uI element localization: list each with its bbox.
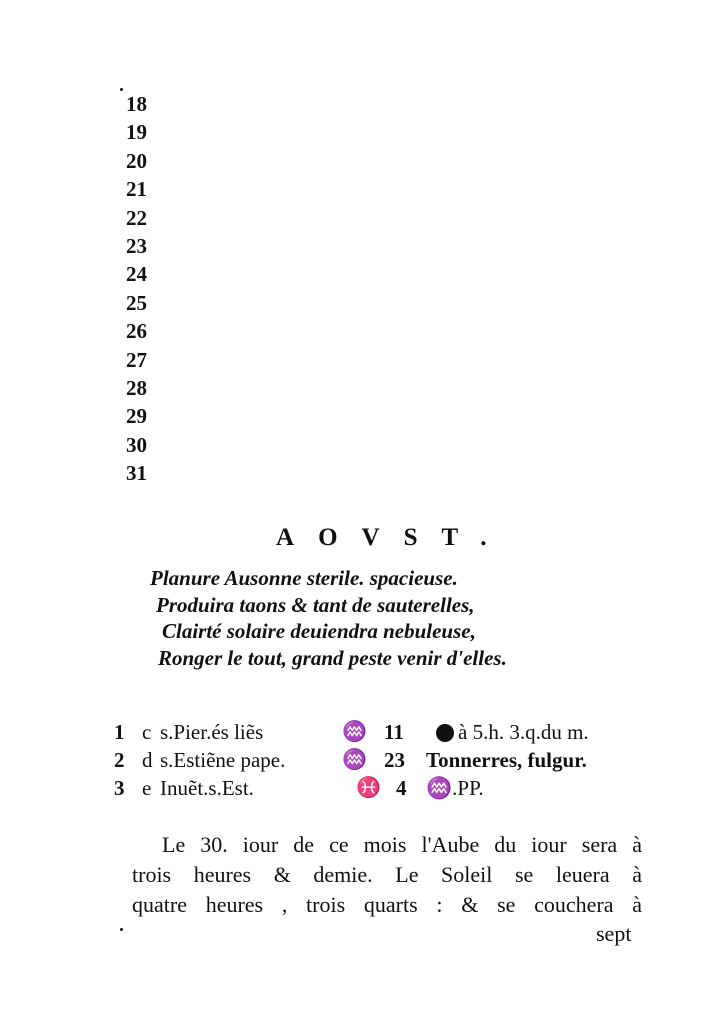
pisces-icon: ♓ — [356, 777, 381, 799]
day-number: 20 — [126, 148, 147, 173]
day-number: 31 — [126, 461, 147, 486]
day-number: 21 — [126, 177, 147, 202]
ink-speck — [120, 88, 123, 91]
dominical-letter: d — [142, 748, 153, 772]
calendar-row — [114, 718, 654, 746]
full-moon-icon — [436, 724, 454, 742]
calendar-row — [114, 746, 654, 774]
calendar-table — [114, 718, 654, 802]
day-number: 26 — [126, 319, 147, 344]
ink-speck — [120, 928, 123, 931]
month-heading — [276, 524, 516, 552]
catchword: sept — [596, 921, 632, 946]
saint-name: s.Estiẽne pape. — [160, 748, 286, 772]
calendar-day: 1 — [114, 720, 125, 744]
day-number: 30 — [126, 432, 147, 457]
day-number: 29 — [126, 404, 147, 429]
calendar-day: 3 — [114, 776, 125, 800]
saint-name: s.Pier.és liẽs — [160, 720, 264, 744]
month-letter: A — [276, 524, 319, 551]
month-letter: S — [403, 524, 442, 551]
saint-name: Inuẽt.s.Est. — [160, 776, 254, 800]
moon-degree: 4 — [396, 776, 407, 800]
verse-line: Produira taons & tant de sauterelles, — [156, 592, 475, 617]
sunrise-paragraph — [132, 830, 642, 920]
verse-line: Planure Ausonne sterile. spacieuse. — [150, 566, 458, 590]
day-number: 22 — [126, 205, 147, 230]
paragraph-line: Le 30. iour de ce mois l'Aube du iour sera à — [162, 832, 642, 857]
calendar-day: 2 — [114, 748, 125, 772]
month-letter: T. — [441, 524, 511, 551]
prophecy-quatrain — [150, 565, 507, 671]
moon-degree: 23 — [384, 748, 405, 772]
calendar-note: à 5.h. 3.q.du m. — [458, 720, 589, 744]
month-letter: V — [361, 524, 404, 551]
aquarius-icon: ♒ — [342, 749, 367, 771]
day-number: 28 — [126, 375, 147, 400]
day-number: 23 — [126, 233, 147, 258]
verse-line: Ronger le tout, grand peste venir d'elles. — [158, 645, 507, 670]
paragraph-line: quatre heures , trois quarts : & se couchera à — [132, 892, 642, 917]
calendar-note: ♒.PP. — [426, 776, 484, 800]
aquarius-icon: ♒ — [342, 721, 367, 743]
dominical-letter: e — [142, 776, 152, 800]
calendar-row — [114, 774, 654, 802]
verse-line: Clairté solaire deuiendra nebuleuse, — [162, 619, 476, 643]
day-number-list — [126, 90, 147, 487]
day-number: 25 — [126, 290, 147, 315]
month-letter: O — [318, 524, 362, 551]
calendar-note: Tonnerres, fulgur. — [426, 748, 587, 772]
day-number: 19 — [126, 120, 147, 145]
day-number: 24 — [126, 262, 147, 287]
day-number: 27 — [126, 347, 147, 372]
paragraph-line: trois heures & demie. Le Soleil se leuera à — [132, 862, 642, 887]
day-number: 18 — [126, 92, 147, 116]
dominical-letter: c — [142, 720, 152, 744]
moon-degree: 11 — [384, 720, 404, 744]
